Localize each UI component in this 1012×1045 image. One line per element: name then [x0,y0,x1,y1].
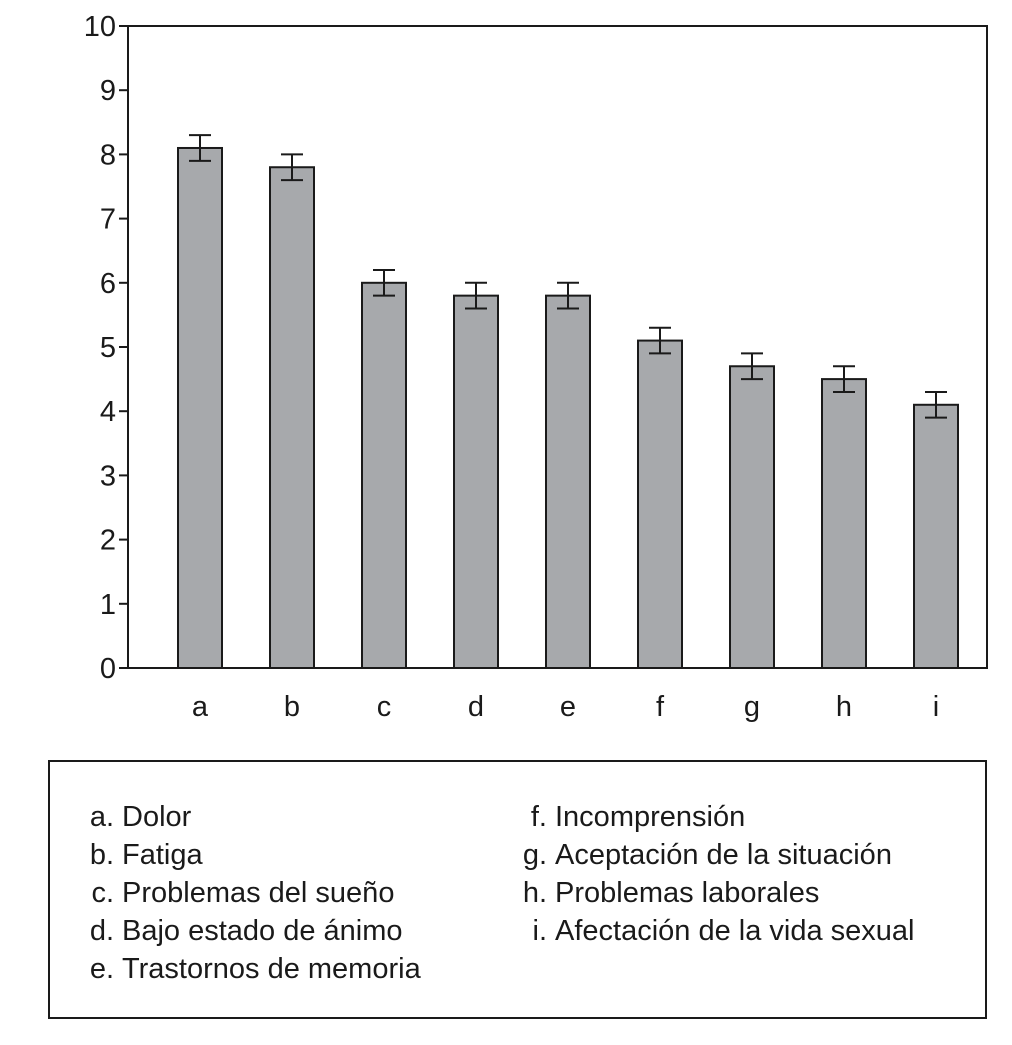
y-axis [84,11,128,685]
x-tick-label: h [835,691,853,723]
legend-item [505,874,915,912]
bar [730,366,774,668]
bar [362,283,406,668]
y-tick-label: 4 [99,396,116,429]
legend-key: a. [89,801,114,833]
bar [638,341,682,668]
legend-item [505,798,915,836]
y-tick-label: 8 [99,139,116,172]
legend-label: Problemas del sueño [122,877,395,909]
legend-item [72,798,421,836]
bar [822,379,866,668]
y-tick-label: 3 [99,460,116,493]
legend-column-right [505,798,915,950]
legend-item [72,950,421,988]
legend-key: h. [522,877,547,909]
legend-key: d. [89,915,114,947]
y-tick-label: 10 [83,11,116,43]
bar [270,167,314,668]
bar [546,296,590,668]
legend-key: f. [530,801,547,833]
x-tick-label: i [932,691,940,723]
x-tick-label: e [559,691,577,723]
legend-item [72,874,421,912]
legend-box [48,760,987,1019]
y-tick-label: 0 [99,653,116,685]
bar [914,405,958,668]
legend-label: Bajo estado de ánimo [122,915,403,947]
y-tick-label: 9 [99,75,116,108]
x-tick-label: a [191,691,209,723]
y-tick-label: 7 [99,203,116,236]
legend-column-left [72,798,421,988]
legend-label: Dolor [122,801,192,833]
y-tick-label: 1 [99,588,116,621]
x-tick-label: d [467,691,485,723]
x-axis [192,691,939,723]
legend-label: Aceptación de la situación [555,839,892,871]
legend-item [505,836,915,874]
x-tick-label: g [743,691,761,723]
legend-key: b. [89,839,114,871]
x-tick-label: b [283,691,301,723]
legend-key: c. [91,877,114,909]
legend-label: Fatiga [122,839,203,871]
bar [178,148,222,668]
legend-key: i. [532,915,547,947]
y-tick-label: 5 [99,332,116,364]
bar [454,296,498,668]
y-tick-label: 6 [99,267,116,300]
legend-item [72,836,421,874]
bars [178,135,958,668]
x-tick-label: f [655,691,665,723]
legend-label: Trastornos de memoria [122,953,421,985]
legend-label: Afectación de la vida sexual [555,915,915,947]
x-tick-label: c [376,691,392,723]
legend-label: Problemas laborales [555,877,820,909]
y-tick-label: 2 [99,524,116,557]
legend-key: g. [522,839,547,871]
legend-item [72,912,421,950]
legend-item [505,912,915,950]
legend-label: Incomprensión [555,801,746,833]
legend-key: e. [89,953,114,985]
